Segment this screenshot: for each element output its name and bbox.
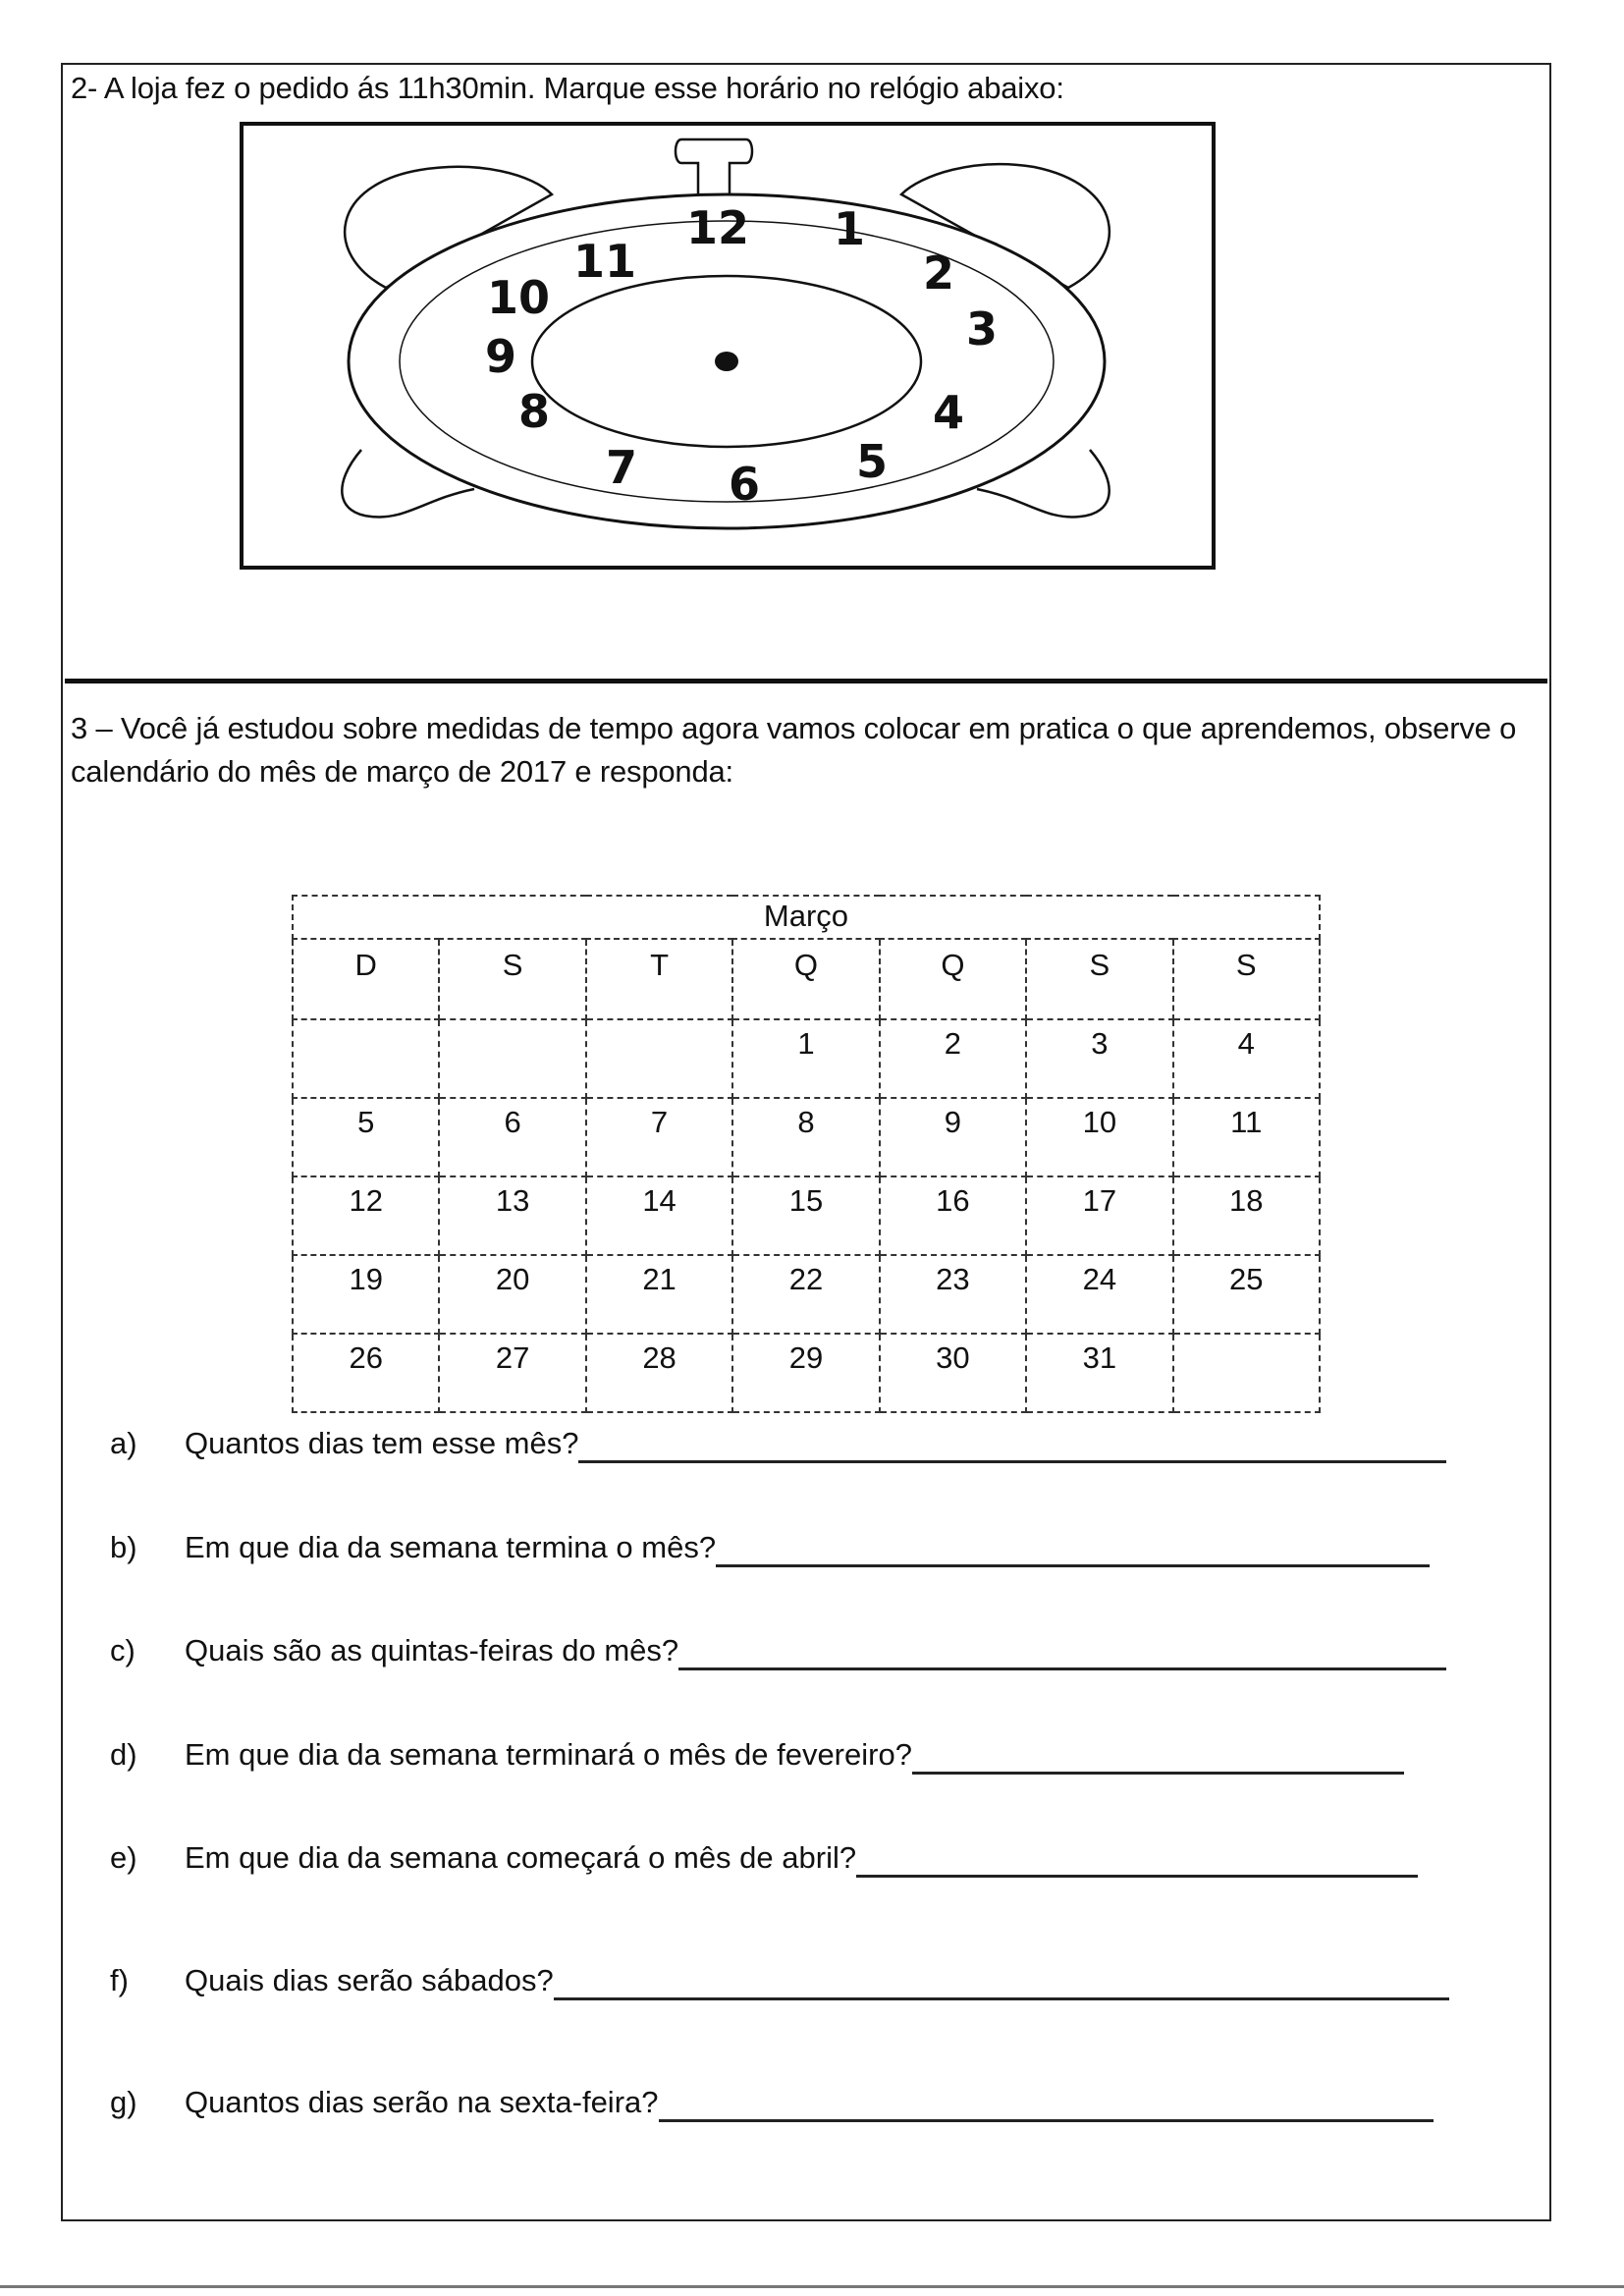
calendar-day-cell: 17 xyxy=(1026,1176,1172,1255)
answer-blank-field[interactable] xyxy=(678,1638,1446,1670)
march-calendar xyxy=(292,895,1321,1413)
alarm-clock-icon[interactable] xyxy=(244,126,1212,566)
question-letter: e) xyxy=(110,1840,137,1875)
clock-number: 6 xyxy=(728,458,761,511)
question-letter: g) xyxy=(110,2085,137,2119)
calendar-day-cell: 13 xyxy=(439,1176,585,1255)
question-text: Em que dia da semana terminará o mês de fevereiro? xyxy=(185,1737,912,1772)
calendar-day-cell: 18 xyxy=(1173,1176,1320,1255)
clock-number: 5 xyxy=(855,435,889,488)
calendar-day-cell: 7 xyxy=(586,1098,732,1176)
question-item-c xyxy=(110,1631,1446,1670)
calendar-weekday-header: Q xyxy=(880,939,1026,1019)
calendar-day-cell: 30 xyxy=(880,1334,1026,1412)
calendar-day-cell: 8 xyxy=(732,1098,879,1176)
clock-number: 10 xyxy=(486,271,551,324)
calendar-weekday-header: D xyxy=(293,939,439,1019)
calendar-day-cell: 26 xyxy=(293,1334,439,1412)
calendar-day-cell: 5 xyxy=(293,1098,439,1176)
question-text: Em que dia da semana começará o mês de abril? xyxy=(185,1840,857,1875)
calendar-day-cell: 6 xyxy=(439,1098,585,1176)
question-item-f xyxy=(110,1961,1449,2000)
question-letter: c) xyxy=(110,1633,135,1667)
question-text: Em que dia da semana termina o mês? xyxy=(185,1530,717,1564)
question-item-d xyxy=(110,1735,1404,1775)
top-knob xyxy=(676,139,752,199)
question-letter: d) xyxy=(110,1737,137,1772)
calendar-day-cell: 24 xyxy=(1026,1255,1172,1334)
clock-number: 12 xyxy=(685,201,750,254)
calendar-month-title: Março xyxy=(293,896,1320,939)
calendar-day-cell: 20 xyxy=(439,1255,585,1334)
calendar-week-row xyxy=(293,1098,1320,1176)
question-item-g xyxy=(110,2083,1434,2122)
calendar-week-row xyxy=(293,1255,1320,1334)
question-text: Quantos dias tem esse mês? xyxy=(185,1426,579,1460)
question-letter: a) xyxy=(110,1426,137,1460)
calendar-week-row xyxy=(293,1334,1320,1412)
clock-number: 11 xyxy=(572,235,637,288)
question-text: Quantos dias serão na sexta-feira? xyxy=(185,2085,659,2119)
calendar-day-cell xyxy=(586,1019,732,1098)
answer-blank-field[interactable] xyxy=(659,2090,1435,2122)
page-bottom-edge xyxy=(0,2285,1624,2288)
calendar-weekday-header: T xyxy=(586,939,732,1019)
calendar-day-cell: 15 xyxy=(732,1176,879,1255)
calendar-day-cell: 2 xyxy=(880,1019,1026,1098)
answer-blank-field[interactable] xyxy=(554,1968,1449,2000)
answer-blank-field[interactable] xyxy=(856,1845,1418,1878)
clock-number: 4 xyxy=(932,386,965,439)
calendar-weekday-header: Q xyxy=(732,939,879,1019)
calendar-day-cell: 12 xyxy=(293,1176,439,1255)
question-text: Quais dias serão sábados? xyxy=(185,1963,554,1997)
clock-number: 7 xyxy=(605,441,638,494)
calendar-day-cell: 4 xyxy=(1173,1019,1320,1098)
calendar-day-cell: 23 xyxy=(880,1255,1026,1334)
question-letter: b) xyxy=(110,1530,137,1564)
calendar-weekday-header: S xyxy=(439,939,585,1019)
answer-blank-field[interactable] xyxy=(578,1431,1446,1463)
answer-blank-field[interactable] xyxy=(716,1535,1430,1567)
calendar-day-cell: 11 xyxy=(1173,1098,1320,1176)
calendar-day-cell: 3 xyxy=(1026,1019,1172,1098)
calendar-day-cell: 22 xyxy=(732,1255,879,1334)
clock-number: 2 xyxy=(922,246,955,300)
question-2-title: 2- A loja fez o pedido ás 11h30min. Marque esse horário no relógio abaixo: xyxy=(71,71,1064,105)
calendar-day-cell: 16 xyxy=(880,1176,1026,1255)
calendar-day-cell: 19 xyxy=(293,1255,439,1334)
calendar-day-cell xyxy=(439,1019,585,1098)
clock-number: 1 xyxy=(833,202,866,255)
calendar-day-cell: 27 xyxy=(439,1334,585,1412)
question-3-title: 3 – Você já estudou sobre medidas de tempo agora vamos colocar em pratica o que aprendemos, observe o calendário do mês de março de 2017 e responda: xyxy=(71,711,1517,789)
calendar-day-cell: 28 xyxy=(586,1334,732,1412)
calendar-day-cell: 1 xyxy=(732,1019,879,1098)
calendar-day-cell xyxy=(293,1019,439,1098)
calendar-day-cell: 31 xyxy=(1026,1334,1172,1412)
answer-blank-field[interactable] xyxy=(912,1742,1404,1775)
calendar-day-cell: 29 xyxy=(732,1334,879,1412)
calendar-day-cell: 9 xyxy=(880,1098,1026,1176)
calendar-week-row xyxy=(293,1176,1320,1255)
question-item-b xyxy=(110,1528,1430,1567)
calendar-day-cell: 10 xyxy=(1026,1098,1172,1176)
calendar-day-cell: 14 xyxy=(586,1176,732,1255)
clock-number: 8 xyxy=(517,385,551,438)
clock-number: 3 xyxy=(965,302,999,355)
calendar-day-cell: 25 xyxy=(1173,1255,1320,1334)
question-letter: f) xyxy=(110,1963,129,1997)
section-divider xyxy=(65,679,1547,683)
question-text: Quais são as quintas-feiras do mês? xyxy=(185,1633,679,1667)
calendar-day-cell xyxy=(1173,1334,1320,1412)
calendar-weekday-header: S xyxy=(1173,939,1320,1019)
calendar-weekday-header: S xyxy=(1026,939,1172,1019)
clock-center-dot xyxy=(715,352,738,371)
clock-drawing-box xyxy=(240,122,1216,570)
calendar-week-row xyxy=(293,1019,1320,1098)
question-item-a xyxy=(110,1424,1446,1463)
question-item-e xyxy=(110,1838,1418,1878)
clock-number: 9 xyxy=(484,330,517,383)
calendar-day-cell: 21 xyxy=(586,1255,732,1334)
